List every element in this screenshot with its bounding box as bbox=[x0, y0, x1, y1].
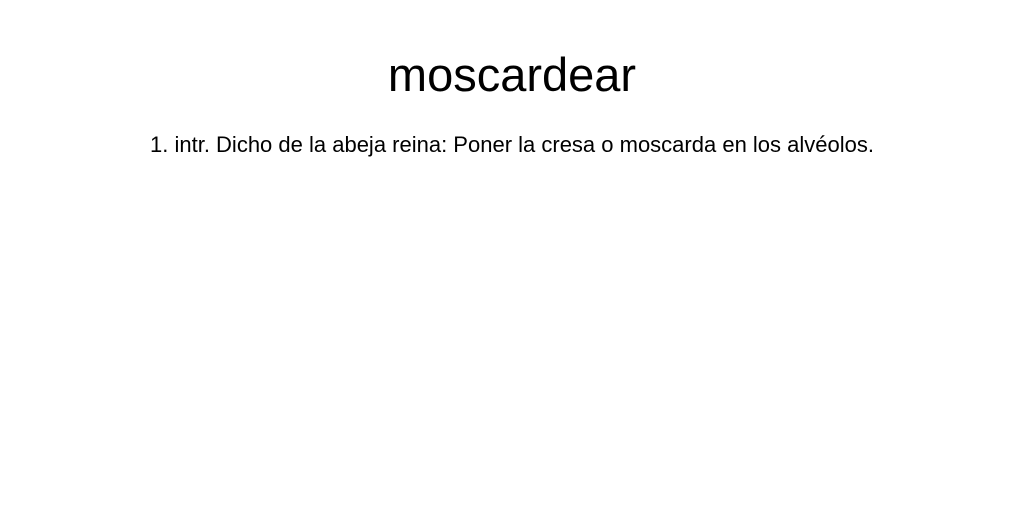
entry-headword: moscardear bbox=[387, 48, 637, 101]
entry-definition-1: 1. intr. Dicho de la abeja reina: Poner la cresa o moscarda en los alvéolos. bbox=[150, 132, 874, 157]
